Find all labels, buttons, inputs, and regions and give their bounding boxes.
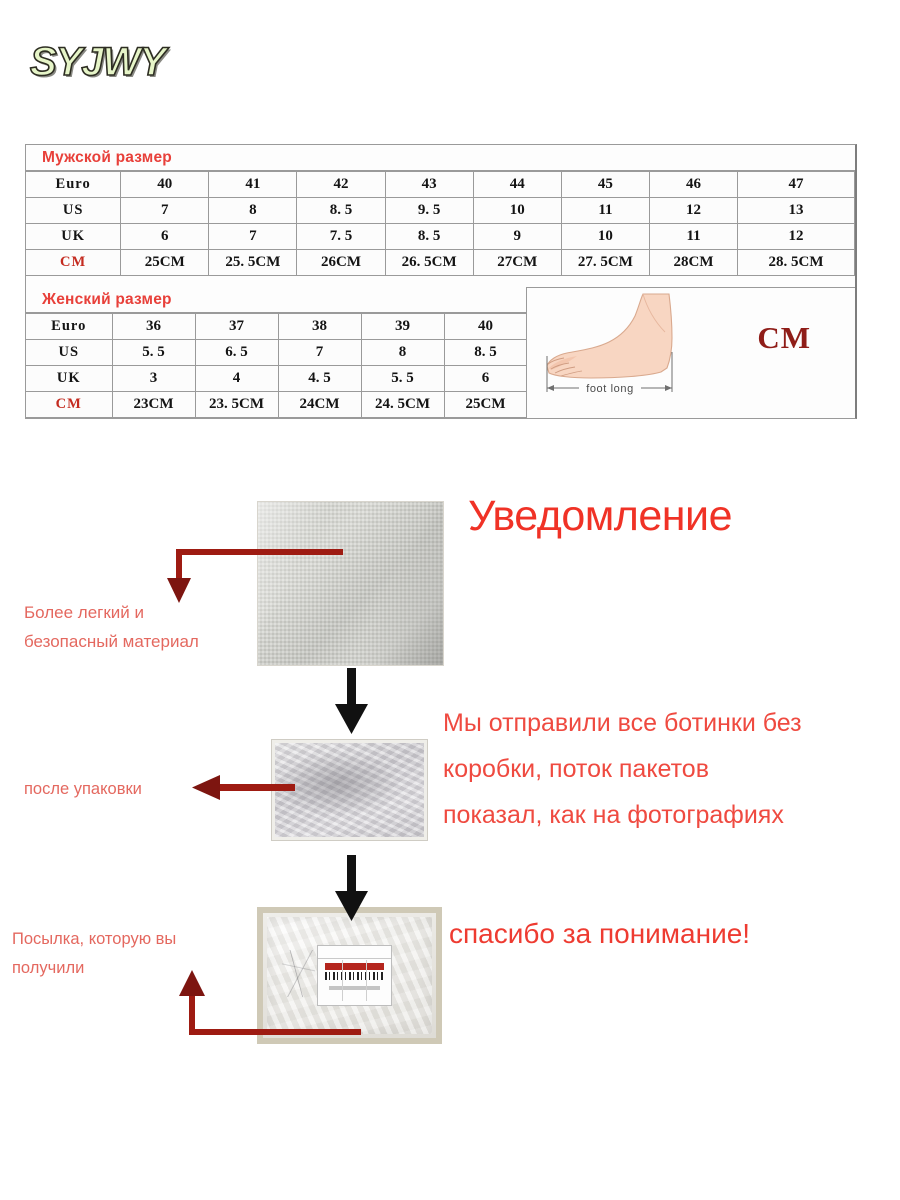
- cell: 45: [561, 172, 649, 198]
- cell: 44: [473, 172, 561, 198]
- cell: 8. 5: [444, 340, 527, 366]
- cell: 10: [473, 198, 561, 224]
- cell: 7: [121, 198, 209, 224]
- foot-diagram-icon: [539, 292, 739, 404]
- table-row: [26, 392, 527, 418]
- arrow-down-2-icon: [330, 855, 374, 925]
- cell: 41: [209, 172, 297, 198]
- annotation-after-packing: после упаковки: [24, 780, 142, 798]
- cell: 26CM: [297, 250, 385, 276]
- annotation-material: [24, 598, 199, 656]
- cell: 8. 5: [297, 198, 385, 224]
- cell: 24. 5CM: [361, 392, 444, 418]
- table-row: [26, 224, 855, 250]
- cell: 36: [112, 314, 195, 340]
- womens-table-column: [26, 287, 526, 418]
- cell: 25CM: [121, 250, 209, 276]
- cell: 28. 5CM: [738, 250, 855, 276]
- cell: 6. 5: [195, 340, 278, 366]
- cell: 43: [385, 172, 473, 198]
- arrow-left-packed-icon: [190, 772, 295, 808]
- cell: 40: [121, 172, 209, 198]
- cell: 25. 5CM: [209, 250, 297, 276]
- row-label-us: US: [26, 198, 121, 224]
- table-row: [26, 314, 527, 340]
- cell: 9: [473, 224, 561, 250]
- notice-body-line2: коробки, поток пакетов: [443, 755, 709, 783]
- cell: 23CM: [112, 392, 195, 418]
- table-spacer: [26, 276, 855, 287]
- womens-section: [26, 287, 855, 418]
- row-label-us: US: [26, 340, 112, 366]
- womens-size-title: Женский размер: [26, 287, 526, 313]
- table-row: [26, 198, 855, 224]
- size-chart-block: [25, 144, 857, 419]
- row-label-uk: UK: [26, 224, 121, 250]
- row-label-cm: CM: [26, 250, 121, 276]
- cell: 12: [649, 198, 737, 224]
- cell: 7. 5: [297, 224, 385, 250]
- notice-body-text: [443, 700, 802, 838]
- cell: 38: [278, 314, 361, 340]
- table-row: [26, 340, 527, 366]
- foot-long-label: foot long: [586, 383, 634, 395]
- cell: 8. 5: [385, 224, 473, 250]
- cell: 39: [361, 314, 444, 340]
- arrow-down-1-icon: [330, 668, 374, 738]
- shipping-label-divider: [366, 960, 367, 1001]
- cell: 27CM: [473, 250, 561, 276]
- arrow-parcel-elbow-icon: [170, 962, 360, 1040]
- row-label-euro: Euro: [26, 172, 121, 198]
- cell: 8: [209, 198, 297, 224]
- annotation-parcel-line2: получили: [12, 959, 85, 977]
- mens-size-title: Мужской размер: [26, 145, 855, 171]
- cell: 23. 5CM: [195, 392, 278, 418]
- table-row: [26, 366, 527, 392]
- mens-size-table: [26, 171, 855, 276]
- table-row: [26, 172, 855, 198]
- foot-measure-illustration: [526, 287, 855, 418]
- shipping-label-header: [318, 946, 392, 959]
- notice-thanks-text: спасибо за понимание!: [449, 918, 751, 949]
- cell: 5. 5: [112, 340, 195, 366]
- cell: 6: [444, 366, 527, 392]
- cell: 4. 5: [278, 366, 361, 392]
- photo-packed-shoes: [272, 740, 427, 840]
- cell: 12: [738, 224, 855, 250]
- cm-unit-label: CM: [757, 320, 811, 355]
- notice-body-line3: показал, как на фотографиях: [443, 801, 784, 829]
- womens-size-table: [26, 313, 528, 418]
- cell: 40: [444, 314, 527, 340]
- cell: 8: [361, 340, 444, 366]
- cell: 7: [278, 340, 361, 366]
- annotation-material-line1: Более легкий и: [24, 603, 145, 622]
- cell: 7: [209, 224, 297, 250]
- cell: 24CM: [278, 392, 361, 418]
- cell: 6: [121, 224, 209, 250]
- cell: 25CM: [444, 392, 527, 418]
- cell: 37: [195, 314, 278, 340]
- cell: 10: [561, 224, 649, 250]
- cell: 11: [649, 224, 737, 250]
- cell: 3: [112, 366, 195, 392]
- table-row: [26, 250, 855, 276]
- cell: 27. 5CM: [561, 250, 649, 276]
- notice-body-line1: Мы отправили все ботинки без: [443, 709, 802, 737]
- cell: 47: [738, 172, 855, 198]
- cell: 42: [297, 172, 385, 198]
- row-label-euro: Euro: [26, 314, 112, 340]
- brand-logo: SYJWY: [30, 40, 166, 84]
- cell: 5. 5: [361, 366, 444, 392]
- cell: 13: [738, 198, 855, 224]
- row-label-cm: CM: [26, 392, 112, 418]
- cell: 28CM: [649, 250, 737, 276]
- cell: 4: [195, 366, 278, 392]
- annotation-parcel: [12, 925, 176, 983]
- cell: 26. 5CM: [385, 250, 473, 276]
- cell: 9. 5: [385, 198, 473, 224]
- notice-title: Уведомление: [468, 492, 732, 540]
- cell: 46: [649, 172, 737, 198]
- cell: 11: [561, 198, 649, 224]
- annotation-parcel-line1: Посылка, которую вы: [12, 930, 177, 948]
- annotation-material-line2: безопасный материал: [24, 632, 199, 651]
- row-label-uk: UK: [26, 366, 112, 392]
